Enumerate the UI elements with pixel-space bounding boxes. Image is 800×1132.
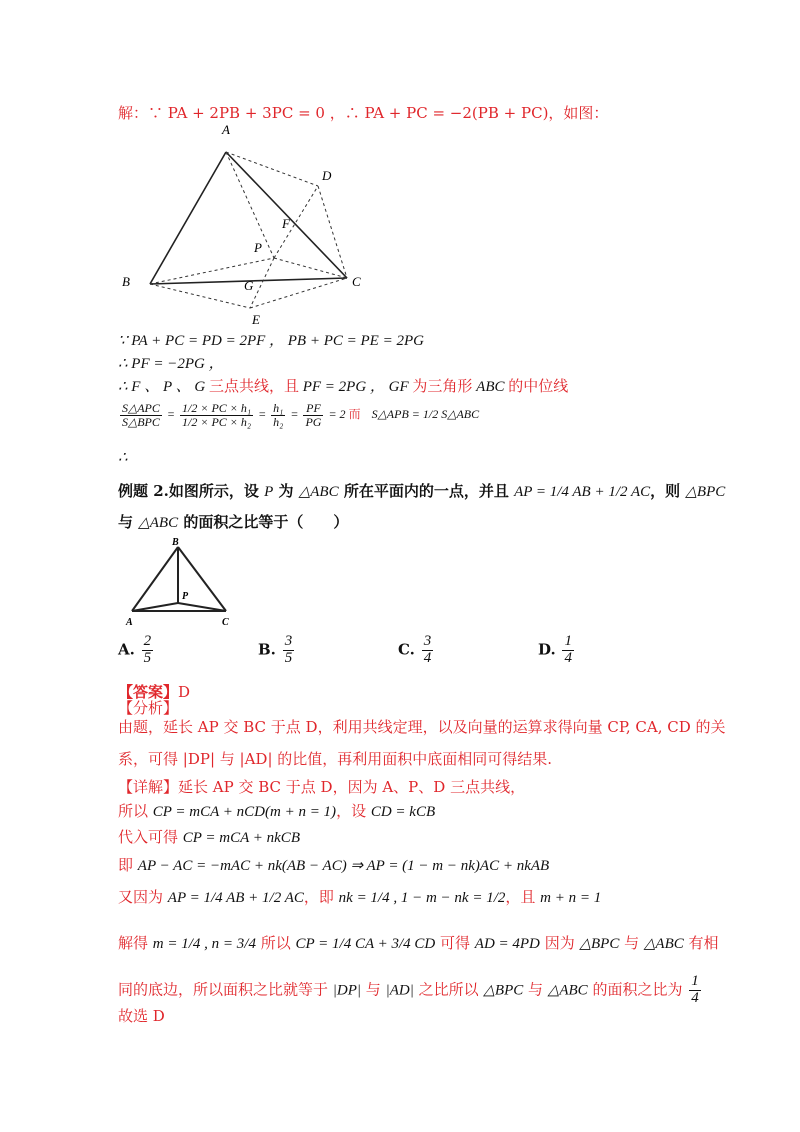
figure-triangle <box>118 535 242 627</box>
detail-line-4: 即 AP − AC = −mAC + nk(AB − AC) ⇒ AP = (1 − m − nk)AC + nkAB <box>118 856 550 874</box>
area-ratio-equation: $\frac{\text{S△APC}}{\text{S△BPC}}$ = $\frac{\text{1/2 × PC × h₁}}{\text{1/2 × PC × h₂}}$ = $\frac{\text{h₁}}{\text{h₂}}$ = $\frac{PF}{PG}$ = 2 而 S△APB = 1/2 S△ABC <box>122 401 480 429</box>
analysis-line-1: 由题，延长 AP 交 BC 于点 D，利用共线定理，以及向量的运算求得向量 CP, CA, CD 的关 <box>118 718 726 736</box>
detail-line-5: 又因为 AP = 1/4 AB + 1/2 AC，即 nk = 1/4 , 1 − m − nk = 1/2，且 m + n = 1 <box>118 888 602 906</box>
therefore-line-1: ∴ PF = −2PG ， <box>118 356 224 372</box>
option-a[interactable]: A. $\frac{2}{5}$ <box>118 633 152 666</box>
detail-line-2: 所以 CP = mCA + nCD(m + n = 1)，设 CD = kCB <box>118 802 436 820</box>
therefore-line-2: ∴ <box>118 450 128 466</box>
solution-intro: 解：∵ PA + 2PB + 3PC = 0 ，∴ PA + PC = −2(PB + PC)，如图： <box>118 104 609 122</box>
fig1-label-f: F <box>282 216 290 231</box>
fig2-label-a: A <box>126 617 133 627</box>
fig1-label-e: E <box>252 312 260 327</box>
option-b[interactable]: B. $\frac{3}{5}$ <box>258 633 293 666</box>
analysis-tag: 【分析】 <box>118 699 179 717</box>
fig1-label-c: C <box>352 274 361 289</box>
fig1-label-d: D <box>322 168 332 183</box>
fig2-label-c: C <box>222 617 229 627</box>
question-2-line-1: 例题 2.如图所示，设 P 为 △ABC 所在平面内的一点，并且 AP = 1/4 AB + 1/2 AC，则 △BPC <box>118 482 726 500</box>
detail-line-3: 代入可得 CP = mCA + nkCB <box>118 828 300 846</box>
detail-line-6: 解得 m = 1/4 , n = 3/4 所以 CP = 1/4 CA + 3/4 CD 可得 AD = 4PD 因为 △BPC 与 △ABC 有相 <box>118 934 719 952</box>
option-c[interactable]: C. $\frac{3}{4}$ <box>398 633 432 666</box>
fig2-label-b: B <box>172 537 179 548</box>
fig1-label-p: P <box>254 240 262 255</box>
fig2-label-p: P <box>182 591 189 602</box>
fig1-label-b: B <box>122 274 130 289</box>
detail-line-8: 故选 D <box>118 1007 165 1025</box>
fig1-label-g: G <box>244 278 254 293</box>
option-d[interactable]: D. $\frac{1}{4}$ <box>538 633 572 666</box>
detail-line-7: 同的底边，所以面积之比就等于 |DP| 与 |AD| 之比所以 △BPC 与 △ABC 的面积之比为 $\frac{1}{4}$ <box>118 973 699 1006</box>
question-2-line-2: 与 △ABC 的面积之比等于（ ） <box>118 513 349 531</box>
analysis-line-2: 系，可得 |DP| 与 |AD| 的比值，再利用面积中底面相同可得结果. <box>118 750 553 768</box>
fig1-label-a: A <box>222 122 230 137</box>
collinear-line: ∴ F 、 P 、 G 三点共线，且 PF = 2PG ， GF 为三角形 ABC 的中位线 <box>118 377 569 395</box>
detail-line-1: 【详解】延长 AP 交 BC 于点 D，因为 A、P、D 三点共线， <box>118 778 526 796</box>
figure-tetra <box>110 118 370 330</box>
because-line-1: ∵ PA + PC = PD = 2PF ， PB + PC = PE = 2PG <box>118 333 424 349</box>
answer-line: 【答案】D <box>118 683 191 701</box>
